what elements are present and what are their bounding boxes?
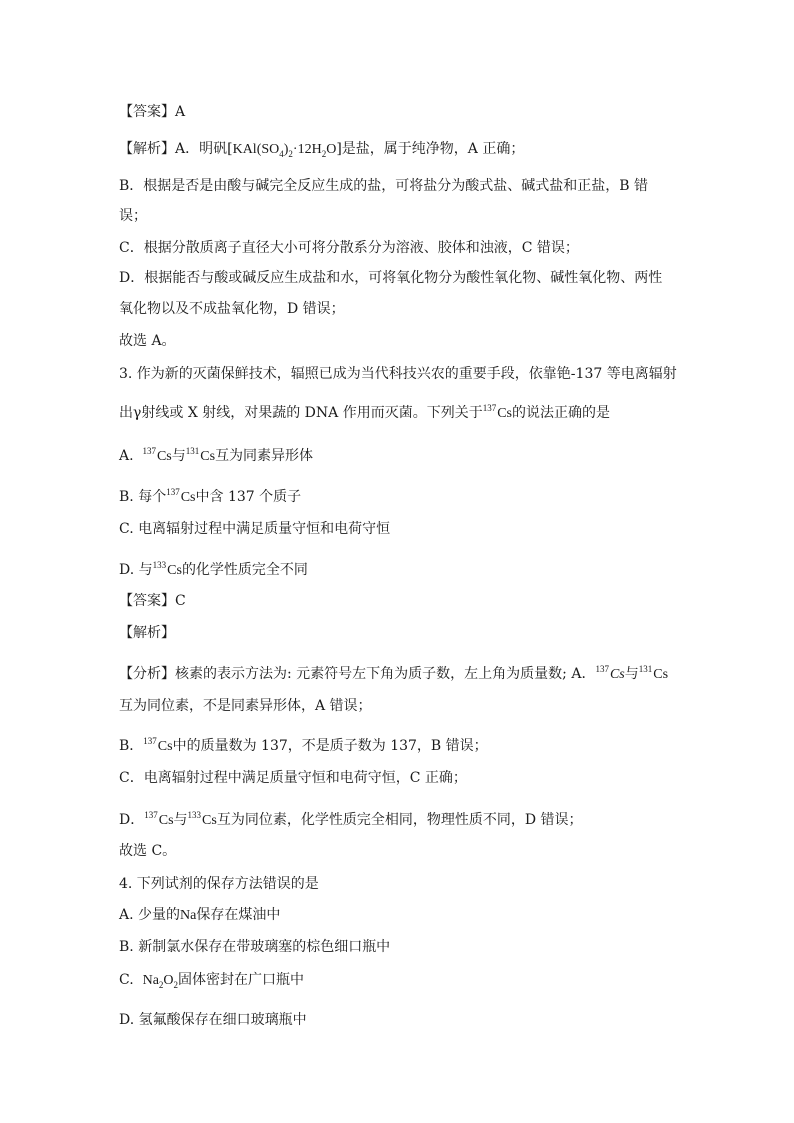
q3-stem-line1: 3. 作为新的灭菌保鲜技术，辐照已成为当代科技兴农的重要手段，依靠铯-137 等电离辐射 xyxy=(119,366,677,382)
q4-option-a: A. 少量的Na保存在煤油中 xyxy=(119,907,281,923)
option-a-suffix: ]是盐，属于纯净物，A 正确； xyxy=(336,141,525,157)
q2-analysis-d-line2: 氧化物以及不成盐氧化物，D 错误； xyxy=(119,301,345,317)
q4-option-d: D. 氢氟酸保存在细口玻璃瓶中 xyxy=(119,1012,307,1028)
q2-analysis-b-line1: B．根据是否是由酸与碱完全反应生成的盐，可将盐分为酸式盐、碱式盐和正盐，B 错 xyxy=(119,178,649,194)
q3-option-b: B. 每个$^{137}$Cs中含 137 个质子 xyxy=(119,487,302,505)
q2-analysis-d-line1: D．根据能否与酸或碱反应生成盐和水，可将氧化物分为酸性氧化物、碱性氧化物、两性 xyxy=(119,270,663,286)
option-a-prefix: A．明矾[ xyxy=(175,141,233,157)
q4-option-c: C. $Na_2O_2$固体密封在广口瓶中 xyxy=(119,972,305,990)
q3-option-d: D. 与$^{133}$Cs的化学性质完全不同 xyxy=(119,560,308,578)
q3-stem-line2: 出γ射线或 X 射线，对果蔬的 DNA 作用而灭菌。下列关于$^{137}$Cs的说法正确的是 xyxy=(119,403,611,421)
q3-option-a: A. $^{137}$Cs与$^{131}$Cs互为同素异形体 xyxy=(119,446,314,464)
q3-fenxi-line1: 【分析】核素的表示方法为: 元素符号左下角为质子数，左上角为质量数; A．$^{137}$Cs与$^{131}$Cs xyxy=(119,664,669,682)
q4-stem: 4. 下列试剂的保存方法错误的是 xyxy=(119,876,319,892)
q3-analysis-b: B．$^{137}$Cs中的质量数为 137，不是质子数为 137，B 错误； xyxy=(119,736,488,754)
q3-analysis-d: D．$^{137}$Cs与$^{133}$Cs互为同位素，化学性质完全相同，物理性质不同，D 错误； xyxy=(119,810,583,828)
q3-answer: 【答案】C xyxy=(119,593,186,609)
q2-conclusion: 故选 A。 xyxy=(119,333,176,349)
q3-analysis-label: 【解析】 xyxy=(119,625,175,641)
q3-option-c: C. 电离辐射过程中满足质量守恒和电荷守恒 xyxy=(119,521,391,537)
q2-analysis-c: C．根据分散质离子直径大小可将分散系分为溶液、胶体和浊液，C 错误； xyxy=(119,240,579,256)
q2-answer: 【答案】A xyxy=(119,104,186,120)
q3-fenxi-line2: 互为同位素，不是同素异形体，A 错误； xyxy=(119,698,372,714)
q3-analysis-c: C．电离辐射过程中满足质量守恒和电荷守恒，C 正确； xyxy=(119,770,467,786)
q3-conclusion: 故选 C。 xyxy=(119,843,177,859)
q2-analysis-b-line2: 误； xyxy=(119,208,147,224)
q4-option-b: B. 新制氯水保存在带玻璃塞的棕色细口瓶中 xyxy=(119,939,391,955)
sodium-peroxide-formula: $Na_2O_2$ xyxy=(142,973,179,990)
analysis-label: 【解析】 xyxy=(119,141,175,157)
alum-formula: $KAl(SO_4)_2\cdot 12H_2O$ xyxy=(232,142,337,159)
q2-analysis-a xyxy=(119,139,524,160)
